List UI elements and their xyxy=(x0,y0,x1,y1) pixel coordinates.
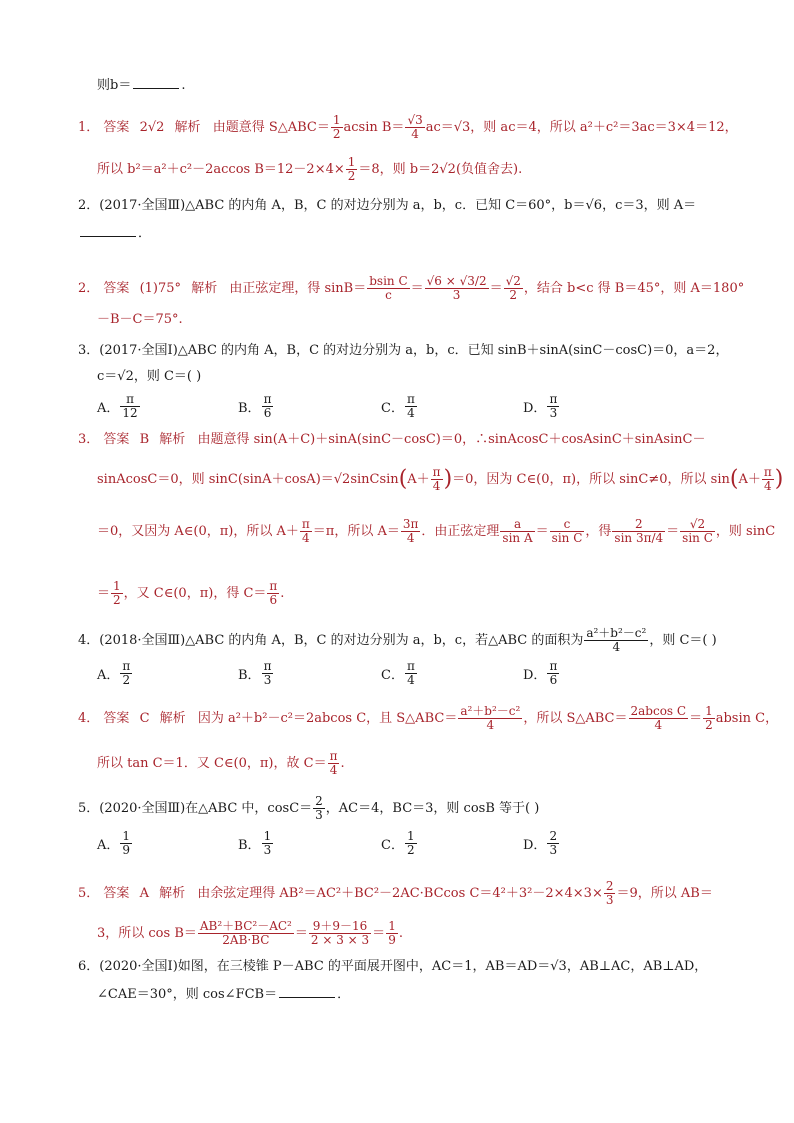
answer-blank xyxy=(133,76,179,89)
q6-stem-text: 6．(2020·全国Ⅰ)如图，在三棱锥 P－ABC 的平面展开图中，AC＝1，AB＝AD＝√3，AB⊥AC，AB⊥AD， xyxy=(78,959,708,974)
q6-stem-line1 xyxy=(78,958,707,976)
q5-stem-line1 xyxy=(78,795,539,822)
option-label: C． xyxy=(381,838,404,853)
q2-analysis-text: －B－C＝75°. xyxy=(97,312,183,327)
q3-analysis-text: . xyxy=(280,586,285,601)
q2-stem-text: 2．(2017·全国Ⅲ)△ABC 的内角 A，B，C 的对边分别为 a，b，c．已知 C＝60°，b＝√6，c＝3，则 A＝ xyxy=(78,198,697,213)
equals-sign: ＝ xyxy=(666,524,680,539)
q2-analysis-text: ，结合 b<c 得 B＝45°，则 A＝180° xyxy=(523,281,745,296)
fraction: $\frac{\pi}{4}$ xyxy=(432,465,441,493)
q2-answer-line2 xyxy=(97,311,183,329)
q6-stem-end: ． xyxy=(337,987,351,1002)
analysis-label: 解析 xyxy=(159,711,186,726)
equals-sign: ＝ xyxy=(535,524,549,539)
q2-answer-line1 xyxy=(78,275,744,302)
q3-analysis-text: A＋ xyxy=(407,472,430,487)
q1-analysis-text: ac＝√3，则 ac＝4，所以 a²＋c²＝3ac＝3×4＝12， xyxy=(425,120,738,135)
q4-analysis-text: 所以 tan C＝1．又 C∈(0，π)，故 C＝ xyxy=(97,756,327,771)
q4-analysis-text: ，所以 S△ABC＝ xyxy=(523,711,628,726)
equals-sign: ＝ xyxy=(294,926,308,941)
fraction: $\frac{3\pi}{4}$ xyxy=(402,517,419,545)
q1-answer-value: 2√2 xyxy=(139,120,165,135)
answer-blank xyxy=(279,985,335,998)
option-fraction: $\frac{\pi}{4}$ xyxy=(406,659,415,687)
fraction: $\frac{2}{3}$ xyxy=(315,794,323,822)
option-d[interactable] xyxy=(523,660,560,687)
option-c[interactable] xyxy=(381,393,418,420)
q2-stem-line2 xyxy=(78,224,151,243)
option-d[interactable] xyxy=(523,830,560,857)
fraction: $\frac{\text{a²＋b²－c²}}{4}$ xyxy=(460,704,521,732)
option-label: A． xyxy=(97,401,120,416)
q4-answer-line2 xyxy=(97,750,345,777)
q3-analysis-text: ．由正弦定理 xyxy=(421,524,500,539)
q3-answer-number: 3． xyxy=(78,432,100,447)
option-label: D． xyxy=(523,838,547,853)
fraction: $\frac{1}{2}$ xyxy=(705,704,713,732)
q3-analysis-text: ＝0，又因为 A∈(0，π)，所以 A＋ xyxy=(97,524,299,539)
fraction: $\frac{1}{2}$ xyxy=(347,155,356,183)
option-b[interactable] xyxy=(238,393,274,420)
fraction: $\frac{\pi}{4}$ xyxy=(329,749,338,777)
fraction: $\frac{1}{9}$ xyxy=(388,919,396,947)
q4-analysis-text: absin C， xyxy=(715,711,779,726)
q1-analysis-text: ＝8，则 b＝2√2(负值舍去). xyxy=(358,162,523,177)
q5-stem-text: ，AC＝4，BC＝3，则 cosB 等于( ) xyxy=(325,801,540,816)
q3-analysis-text: sinAcosC＝0，则 sinC(sinA＋cosA)＝√2sinCsin xyxy=(97,472,399,487)
equals-sign: ＝ xyxy=(97,586,111,601)
analysis-label: 解析 xyxy=(174,120,201,135)
fraction: $\frac{2}{\sin 3\pi/4}$ xyxy=(614,517,664,545)
q5-answer-line2 xyxy=(97,920,403,947)
option-label: A． xyxy=(97,838,120,853)
q4-stem-text: 4．(2018·全国Ⅲ)△ABC 的内角 A，B，C 的对边分别为 a，b，c，若△ABC 的面积为 xyxy=(78,633,584,648)
q3-analysis-text: ，则 sinC xyxy=(715,524,776,539)
fraction: $\frac{\text{2abcos C}}{4}$ xyxy=(630,704,687,732)
q1-analysis-text: 所以 b²＝a²＋c²－2accos B＝12－2×4× xyxy=(97,162,345,177)
q3-stem-line1 xyxy=(78,342,728,360)
q4-answer-value: C xyxy=(139,711,150,726)
fraction: $\frac{a}{\text{sin A}}$ xyxy=(502,517,533,545)
option-a[interactable] xyxy=(97,393,141,420)
answer-label: 答案 xyxy=(103,432,130,447)
q3-stem-line2 xyxy=(97,368,201,386)
q2-stem-line1 xyxy=(78,197,696,215)
q4-answer-line1 xyxy=(78,705,778,732)
q3-analysis-text: ＝0，因为 C∈(0，π)，所以 sinC≠0，所以 sin xyxy=(452,472,730,487)
option-fraction: $\frac{\pi}{2}$ xyxy=(122,659,131,687)
option-fraction: $\frac{1}{2}$ xyxy=(406,829,415,857)
q5-answer-number: 5． xyxy=(78,886,100,901)
fraction: $\frac{√6 \times √3/2}{3}$ xyxy=(426,274,487,302)
equals-sign: ＝ xyxy=(689,711,703,726)
answer-label: 答案 xyxy=(103,886,130,901)
option-fraction: $\frac{1}{9}$ xyxy=(122,829,131,857)
equals-sign: ＝ xyxy=(410,281,424,296)
q3-answer-line3 xyxy=(97,518,775,545)
q3-analysis-text: 由题意得 sin(A＋C)＋sinA(sinC－cosC)＝0，∴sinAcosC＋cosAsinC＋sinAsinC－ xyxy=(197,432,706,447)
fraction: $\frac{2}{3}$ xyxy=(605,879,614,907)
option-label: C． xyxy=(381,668,404,683)
answer-blank xyxy=(80,224,136,237)
q1-answer-number: 1． xyxy=(78,120,100,135)
option-c[interactable] xyxy=(381,660,418,687)
q3-answer-line1 xyxy=(78,431,706,449)
option-label: C． xyxy=(381,401,404,416)
fraction: $\frac{\text{bsin C}}{c}$ xyxy=(369,274,408,302)
q3-stem-text: 3．(2017·全国Ⅰ)△ABC 的内角 A，B，C 的对边分别为 a，b，c．已知 sinB＋sinA(sinC－cosC)＝0，a＝2， xyxy=(78,343,729,358)
fraction: $\frac{\pi}{6}$ xyxy=(269,579,278,607)
option-fraction: $\frac{\pi}{3}$ xyxy=(263,659,272,687)
q5-analysis-text: 由余弦定理得 AB²＝AC²＋BC²－2AC·BCcos C＝4²＋3²－2×4×3× xyxy=(197,886,603,901)
option-label: A． xyxy=(97,668,120,683)
left-paren: ( xyxy=(398,466,408,492)
previous-question-tail: 则b＝ . xyxy=(97,78,186,93)
option-fraction: $\frac{\pi}{3}$ xyxy=(549,392,558,420)
fraction: $\frac{9+9-16}{2 \times 3 \times 3}$ xyxy=(310,919,370,947)
q5-answer-line1 xyxy=(78,880,713,907)
q1-analysis-text: acsin B＝ xyxy=(343,120,405,135)
fraction: $\frac{1}{2}$ xyxy=(332,113,341,141)
q4-stem-line1 xyxy=(78,627,717,654)
fraction: $\frac{c}{\text{sin C}}$ xyxy=(551,517,583,545)
q3-analysis-text: ＝π，所以 A＝ xyxy=(312,524,400,539)
equals-sign: ＝ xyxy=(372,926,386,941)
option-label: D． xyxy=(523,668,547,683)
option-fraction: $\frac{\pi}{6}$ xyxy=(263,392,272,420)
fraction: $\frac{\text{AB²＋BC²－AC²}}{2AB\cdot BC}$ xyxy=(199,919,292,947)
option-a[interactable] xyxy=(97,660,133,687)
q3-stem-text: c＝√2，则 C＝( ) xyxy=(97,369,202,384)
analysis-label: 解析 xyxy=(159,432,186,447)
fraction: $\frac{\pi}{4}$ xyxy=(763,465,772,493)
option-label: D． xyxy=(523,401,547,416)
q2-stem-end: ． xyxy=(138,226,152,241)
q3-analysis-text: ，又 C∈(0，π)，得 C＝ xyxy=(123,586,267,601)
answer-label: 答案 xyxy=(103,120,130,135)
q3-answer-line4 xyxy=(97,580,284,607)
analysis-label: 解析 xyxy=(159,886,186,901)
option-label: B． xyxy=(238,401,261,416)
option-fraction: $\frac{2}{3}$ xyxy=(549,829,558,857)
option-fraction: $\frac{\pi}{12}$ xyxy=(122,392,138,420)
option-label: B． xyxy=(238,668,261,683)
q4-stem-text: ，则 C＝( ) xyxy=(649,633,717,648)
option-label: B． xyxy=(238,838,261,853)
equals-sign: ＝ xyxy=(489,281,503,296)
q1-answer-line2 xyxy=(97,156,522,183)
fraction: $\frac{√2}{\text{sin C}}$ xyxy=(682,517,713,545)
left-paren: ( xyxy=(729,466,739,492)
q3-analysis-text: ，得 xyxy=(585,524,612,539)
q5-analysis-text: 3，所以 cos B＝ xyxy=(97,926,197,941)
answer-label: 答案 xyxy=(103,281,130,296)
q3-answer-line2 xyxy=(97,466,783,493)
q3-answer-value: B xyxy=(139,432,150,447)
answer-label: 答案 xyxy=(103,711,130,726)
q5-stem-text: 5．(2020·全国Ⅲ)在△ABC 中，cosC＝ xyxy=(78,801,313,816)
q6-stem-text: ∠CAE＝30°，则 cos∠FCB＝ xyxy=(97,987,278,1002)
option-fraction: $\frac{\pi}{6}$ xyxy=(549,659,558,687)
q5-analysis-text: ＝9，所以 AB＝ xyxy=(616,886,713,901)
fraction: $\frac{1}{2}$ xyxy=(113,579,121,607)
option-fraction: $\frac{\pi}{4}$ xyxy=(406,392,415,420)
right-paren: ) xyxy=(443,466,453,492)
option-d[interactable] xyxy=(523,393,560,420)
fraction: $\frac{√3}{4}$ xyxy=(407,113,423,141)
q4-answer-number: 4． xyxy=(78,711,100,726)
q5-answer-value: A xyxy=(139,886,149,901)
q2-analysis-text: 由正弦定理，得 sinB＝ xyxy=(229,281,367,296)
option-b[interactable] xyxy=(238,830,274,857)
q2-answer-number: 2． xyxy=(78,281,100,296)
q1-answer-line1 xyxy=(78,114,738,141)
fraction: $\frac{\pi}{4}$ xyxy=(301,517,310,545)
q4-analysis-text: . xyxy=(340,756,345,771)
option-c[interactable] xyxy=(381,830,418,857)
q5-analysis-text: . xyxy=(398,926,403,941)
q1-analysis-text: 由题意得 S△ABC＝ xyxy=(212,120,330,135)
q3-analysis-text: A＋ xyxy=(738,472,761,487)
previous-question-text: 则b＝ xyxy=(97,78,132,93)
fraction: $\frac{√2}{2}$ xyxy=(505,274,521,302)
option-b[interactable] xyxy=(238,660,274,687)
option-a[interactable] xyxy=(97,830,133,857)
analysis-label: 解析 xyxy=(191,281,218,296)
fraction: $\frac{\text{a²＋b²－c²}}{4}$ xyxy=(586,626,647,654)
q2-answer-value: (1)75° xyxy=(139,281,182,296)
q6-stem-line2 xyxy=(97,985,350,1004)
right-paren: ) xyxy=(774,466,784,492)
q4-analysis-text: 因为 a²＋b²－c²＝2abcos C，且 S△ABC＝ xyxy=(197,711,458,726)
option-fraction: $\frac{1}{3}$ xyxy=(263,829,272,857)
